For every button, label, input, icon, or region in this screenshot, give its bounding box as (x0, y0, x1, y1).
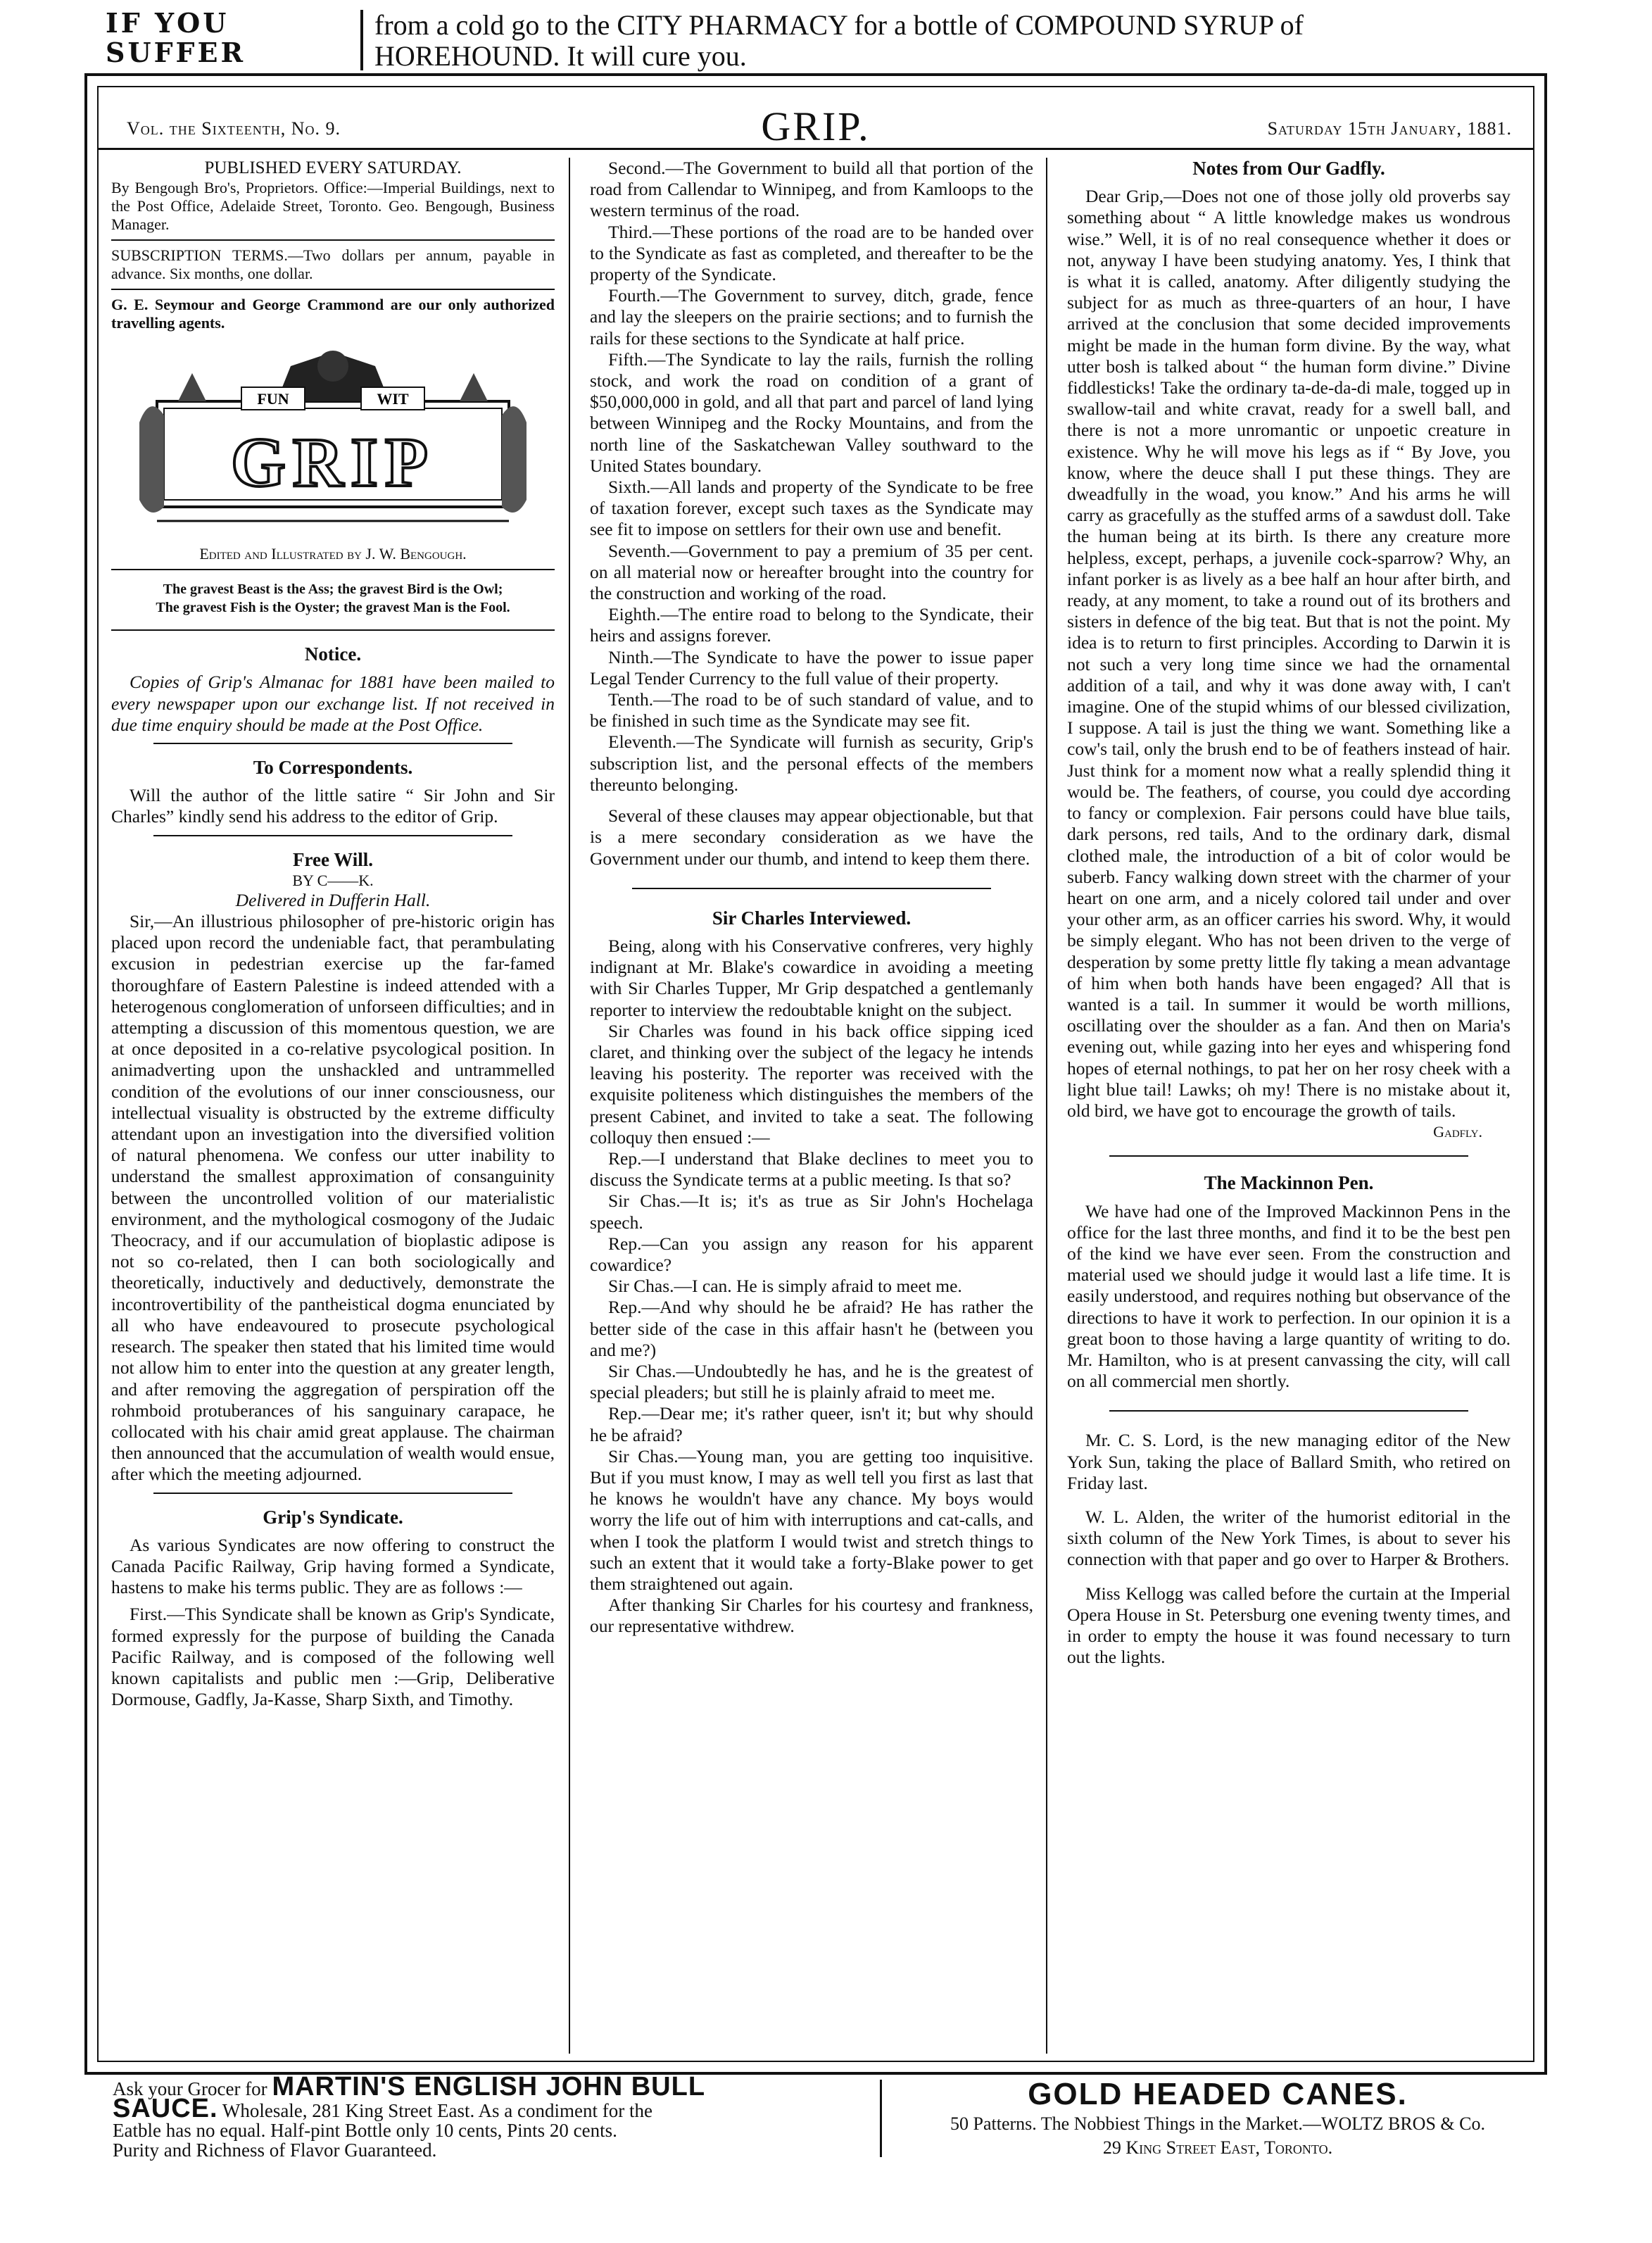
interview-paragraph: Sir Chas.—It is; it's as true as Sir John's Hochelaga speech. (590, 1190, 1033, 1233)
lord-notice: Mr. C. S. Lord, is the new managing editor of the New York Sun, taking the place of Ballard Smith, who retired on Friday last. (1067, 1430, 1511, 1493)
syndicate-clause: Seventh.—Government to pay a premium of 35 per cent. on all material now or hereafter brought into the country for the construction and working of the road. (590, 540, 1033, 604)
divider (153, 1493, 512, 1494)
correspondents-heading: To Correspondents. (253, 757, 413, 779)
footer-divider (880, 2080, 882, 2157)
banner-text-line2: HOREHOUND. It will cure you. (374, 40, 747, 72)
banner-text (374, 10, 1304, 72)
syndicate-clause: Third.—These portions of the road are to be handed over to the Syndicate as fast as completed, and thereafter to be the property of the Syndicate. (590, 221, 1033, 285)
free-will-byline: BY C——K. (292, 871, 374, 889)
column-2 (590, 158, 1033, 1638)
syndicate-clause: Sixth.—All lands and property of the Syndicate to be free of taxation forever, except such taxes as the Syndicate may see fit to impose on settlers for their own use and benefit. (590, 477, 1033, 540)
sauce-ad-text2: Eatble has no equal. Half-pint Bottle only 10 cents, Pints 20 cents. (113, 2120, 617, 2141)
motto-line-2: The gravest Fish is the Oyster; the gravest Man is the Fool. (156, 600, 510, 616)
syndicate-clause: Eleventh.—The Syndicate will furnish as security, Grip's subscription list, and the personal effects of the members thereunto belonging. (590, 731, 1033, 795)
syndicate-closing: Several of these clauses may appear objectionable, but that is a mere secondary consideration as we have the Government under our thumb, and intend to keep them there. (590, 805, 1033, 869)
alden-notice: W. L. Alden, the writer of the humorist editorial in the sixth column of the New York Times, is about to sever his connection with that paper and go over to Harper & Brothers. (1067, 1506, 1511, 1570)
sauce-ad-brand: MARTIN'S ENGLISH JOHN BULL (272, 2072, 706, 2101)
sauce-ad-prefix: Ask your Grocer for (113, 2078, 267, 2099)
sauce-ad-line2 (113, 2094, 866, 2123)
footer-advertisements (84, 2072, 1547, 2204)
divider (1109, 1410, 1468, 1412)
interview-paragraph: After thanking Sir Charles for his courtesy and frankness, our representative withdrew. (590, 1595, 1033, 1637)
interview-paragraph: Sir Chas.—Undoubtedly he has, and he is the greatest of special pleaders; but still he is plainly afraid to meet me. (590, 1360, 1033, 1403)
divider (111, 289, 555, 290)
issue-date: Saturday 15th January, 1881. (1267, 118, 1512, 139)
page-inner-frame (97, 86, 1534, 2062)
gadfly-signature: Gadfly. (1433, 1123, 1482, 1141)
sauce-ad-sauce: SAUCE. (113, 2094, 218, 2123)
masthead (99, 87, 1533, 150)
motto-line-1: The gravest Beast is the Ass; the gravest Bird is the Owl; (163, 582, 503, 598)
syndicate-intro: As various Syndicates are now offering to construct the Canada Pacific Railway, Grip having formed a Syndicate, hastens to make his terms public. They are as follows :— (111, 1534, 555, 1598)
syndicate-clause: Second.—The Government to build all that portion of the road from Callendar to Winnipeg, and from Kamloops to the western terminus of the road. (590, 158, 1033, 221)
free-will-heading: Free Will. (293, 848, 373, 870)
banner-divider (360, 10, 363, 70)
canes-ad-line1: 50 Patterns. The Nobbiest Things in the Market.—WOLTZ BROS & Co. (950, 2113, 1485, 2134)
interview-heading: Sir Charles Interviewed. (712, 907, 912, 929)
subscription-terms: SUBSCRIPTION TERMS.—Two dollars per annum, payable in advance. Six months, one dollar. (111, 246, 555, 283)
logo-wit-label: WIT (377, 390, 409, 408)
top-advertisement-banner (106, 6, 1549, 70)
interview-paragraph: Sir Chas.—Young man, you are getting too inquisitive. But if you must know, I may as well tell you first as last that he knows he wouldn't have any chance. My boys would worry the life out of him with interruptions and cat-calls, and when I took the platform I would twist and stretch things to such an extent that it would take a forty-Blake power to get them straightened out again. (590, 1445, 1033, 1594)
published-text: By Bengough Bro's, Proprietors. Office:—Imperial Buildings, next to the Post Office, Adelaide Street, Toronto. Geo. Bengough, Business Manager. (111, 179, 555, 234)
logo-fun-label: FUN (257, 390, 289, 408)
sauce-ad-line1 (113, 2072, 866, 2101)
sauce-ad-text3: Purity and Richness of Flavor Guaranteed. (113, 2140, 437, 2161)
column-3 (1067, 158, 1511, 1668)
interview-paragraph: Sir Chas.—I can. He is simply afraid to meet me. (608, 1276, 962, 1297)
travelling-agents: G. E. Seymour and George Crammond are our only authorized travelling agents. (111, 296, 555, 332)
canes-ad-line2: 29 King Street East, Toronto. (1102, 2137, 1333, 2158)
interview-paragraph: Rep.—I understand that Blake declines to meet you to discuss the Syndicate terms at a public meeting. Is that so? (590, 1148, 1033, 1190)
banner-headline-line2: SUFFER (106, 37, 246, 68)
divider (111, 569, 555, 570)
logo-grip-word: GRIP (231, 423, 435, 502)
divider (153, 743, 512, 744)
gadfly-text: Dear Grip,—Does not one of those jolly old proverbs say something about “ A little knowledge makes us wondrous wise.” Well, it is of no real consequence whether it does or not, anyway I have been studying anatomy. Yes, I think that is what it is called, anatomy. After diligently studying the subject for as much as three-quarters of an hour, I have arrived at the conclusion that some decided improvements might be made in the human form divine. By the way, what utter bosh is talked about “ the human form divine.” Divine fiddlesticks! Take the ordinary ta-de-da-di male, togged up in swallow-tail and white cravat, ready for a swell ball, and there is not a more unromantic or unpoetic creature in existence. Why he will move his legs as if “ By Jove, you know, where the deuce shall I put these things. They are dweadfully in the woad, you know.” And his arms he will carry as gracefully as the stuffed arms of a sawdust doll. Take the human being at its birth. Is there any creature more helpless, except, perhaps, a juvenile cock-sparrow? Why, an infant porker is as lively as a bee half an hour after birth, and ready, at any moment, to take a round out of its brothers and sisters in defence of the big teat. But that is not the point. My idea is to return to first principles. According to Darwin it is not such a very long time since we had the ornamental addition of a tail, and why it was done away with, I can't imagine. One of the stupid whims of our blessed civilization, I suppose. A tail is just the thing we want. Something like a cow's tail, only the brush end to be of feathers instead of hair. Just think for a moment now what a really splendid thing it would be. The feathers, of course, you could dye according to fancy or complexion. Fair persons could have blue tails, dark persons, red tails, And to the ordinary dark, dismal clothed male, the introduction of a bit of color would be suberb. Fancy walking down street with the charmer of your heart on one arm, and a nicely colored tail under and over your other arm, as an officer carries his sword. Why, it would be simply elegant. Who has not been driven to the verge of desperation by some pretty little fly taking a mean advantage of him when both hands have been engaged? All that is wanted is a tail. In summer it would be worth millions, oscillating over the shoulder as a fan. And then on Maria's evening out, while gazing into her eyes and whispering fond hopes of eternal nothings, to pat her on her rosy cheek with a light blue tail! Lawks; oh my! There is no mistake about it, old bird, we have got to encourage the growth of tails. (1067, 186, 1511, 1121)
syndicate-clause: Fifth.—The Syndicate to lay the rails, furnish the rolling stock, and work the road on condition of a grant of $50,000,000 in gold, and all that part and parcel of land lying between Winnipeg and the Rocky Mountains, and from the north line of the Saskatchewan Valley southward to the United States boundary. (590, 348, 1033, 476)
divider (111, 239, 555, 241)
kellogg-notice: Miss Kellogg was called before the curtain at the Imperial Opera House in St. Petersburg one evening twenty times, and in order to empty the house it was found necessary to turn out the lights. (1067, 1583, 1511, 1668)
syndicate-clause: Tenth.—The road to be of such standard of value, and to be finished in such time as the Syndicate may see fit. (590, 689, 1033, 731)
divider (632, 888, 991, 889)
interview-paragraph: Rep.—Dear me; it's rather queer, isn't it; but why should he be afraid? (590, 1403, 1033, 1445)
banner-text-line1: from a cold go to the CITY PHARMACY for a bottle of COMPOUND SYRUP of (374, 9, 1304, 41)
free-will-text: Sir,—An illustrious philosopher of pre-historic origin has placed upon record the undeniable fact, that perambulating excusion in pedestrian exercise up the far-famed thoroughfare of Eastern Palestine is indeed attended with a heterogenous conglomeration of unforseen difficulties; and in attempting a discussion of this momentous question, we are at once deposited in a co-relative psycological position. In animadverting upon the unshackled and untrammelled condition of the evolutions of our inner consciousness, our intellectual visuality is obstructed by the extreme difficulty attendant upon an investigation into the diversified volition of natural phenomena. We confess our utter inability to understand the smallest approximation of consanguinity between the uncontrolled volition of our materialistic environment, and the mythological cosmogony of the Judaic Theocracy, and if our accumulation of bioplastic adipose is not so co-related, then I can both sociologically and theoretically, inductively and deductively, demonstrate the incontrovertibility of the pantheistical dogma enunciated by all who have endeavoured to prosecute psychological research. The speaker then stated that his limited time would not allow him to enter into the question at any greater length, and after removing the aggregation of perspiration off the rohmboid protuberances of his sanguinary carapace, he collocated with his chair amid great applause. The chairman then announced that the accumulation of wealth would ensue, after which the meeting adjourned. (111, 911, 555, 1485)
free-will-delivered: Delivered in Dufferin Hall. (235, 889, 431, 910)
notice-heading: Notice. (304, 643, 362, 665)
editor-credit: Edited and Illustrated by J. W. Bengough. (199, 545, 467, 563)
interview-paragraph: Rep.—Can you assign any reason for his apparent cowardice? (590, 1233, 1033, 1275)
mackinnon-pen-heading: The Mackinnon Pen. (1204, 1172, 1374, 1194)
sauce-ad-text1: Wholesale, 281 King Street East. As a condiment for the (222, 2100, 652, 2121)
gadfly-heading: Notes from Our Gadfly. (1192, 158, 1385, 179)
page-frame (84, 73, 1547, 2075)
interview-paragraph: Being, along with his Conservative confreres, very highly indignant at Mr. Blake's cowardice in avoiding a meeting with Sir Charles Tupper, Mr Grip despatched a gentlemanly reporter to interview the redoubtable knight on the subject. (590, 935, 1033, 1020)
interview-paragraph: Rep.—And why should he be afraid? He has rather the better side of the case in this affair hasn't he (between you and me?) (590, 1297, 1033, 1360)
correspondents-text: Will the author of the little satire “ Sir John and Sir Charles” kindly send his address to the editor of Grip. (111, 785, 555, 827)
divider (1109, 1155, 1468, 1157)
mackinnon-pen-text: We have had one of the Improved Mackinnon Pens in the office for the last three months, and find it to be the best pen of the kind we have ever seen. From the construction and material used we should judge it would last a life time. It is easily understood, and requires nothing but observance of the directions to have it work to perfection. In our opinion it is a great boon to those having a large quantity of writing to do. Mr. Hamilton, who is at present canvassing the city, will call on all commercial men shortly. (1067, 1200, 1511, 1392)
syndicate-clause-first: First.—This Syndicate shall be known as Grip's Syndicate, formed expressly for the purpose of building the Canada Pacific Railway, and is composed of the following well known capitalists and public men :—Grip, Deliberative Dormouse, Gadfly, Ja-Kasse, Sharp Sixth, and Timothy. (111, 1604, 555, 1710)
divider (153, 835, 512, 836)
published-heading: PUBLISHED EVERY SATURDAY. (204, 158, 462, 177)
notice-text: Copies of Grip's Almanac for 1881 have been mailed to every newspaper upon our exchange list. If not received in due time enquiry should be made at the Post Office. (111, 672, 555, 735)
column-1 (111, 158, 555, 1710)
volume-number: Vol. the Sixteenth, No. 9. (127, 118, 341, 139)
banner-headline-line1: IF YOU (106, 7, 229, 39)
john-bull-sauce-ad (113, 2072, 866, 2161)
column-rule (569, 158, 570, 2054)
syndicate-heading: Grip's Syndicate. (263, 1506, 403, 1528)
canes-ad-title: GOLD HEADED CANES. (1028, 2077, 1408, 2111)
syndicate-clause: Fourth.—The Government to survey, ditch, grade, fence and lay the sleepers on the prairie sections; and to furnish the rails for these sections to the Syndicate at half price. (590, 285, 1033, 348)
column-rule (1046, 158, 1047, 2054)
grip-logo-illustration (136, 338, 530, 542)
newspaper-title: GRIP. (761, 103, 871, 149)
gold-canes-ad (894, 2077, 1541, 2160)
syndicate-clause: Ninth.—The Syndicate to have the power to issue paper Legal Tender Currency to the full value of their property. (590, 646, 1033, 689)
syndicate-clause: Eighth.—The entire road to belong to the Syndicate, their heirs and assigns forever. (590, 604, 1033, 646)
divider (111, 629, 555, 631)
interview-paragraph: Sir Charles was found in his back office sipping iced claret, and thinking over the subject of the legacy he intends leaving his posterity. The reporter was received with the exquisite politeness which distinguishes the members of the present Cabinet, and invited to take a seat. The following colloquy then ensued :— (590, 1020, 1033, 1148)
banner-headline (106, 8, 359, 68)
